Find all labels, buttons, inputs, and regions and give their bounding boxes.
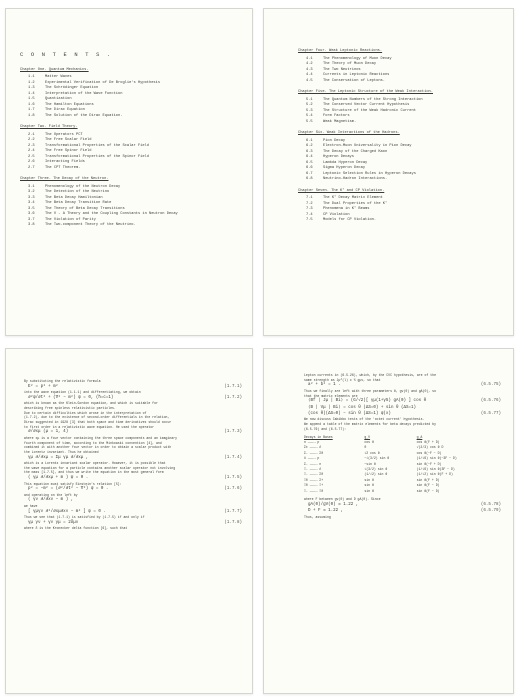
section-number: 5.5 xyxy=(306,119,313,124)
table-cell: √(2/3) cos θ D xyxy=(416,445,444,450)
section-number: 3.6 xyxy=(28,212,35,216)
section-number: 6.5 xyxy=(306,160,313,165)
section-title: The Solution of the Dirac Equation. xyxy=(45,113,123,118)
section-title: The Conserved Vector Current Hypothesis xyxy=(323,103,410,107)
section-number: 6.1 xyxy=(306,138,313,143)
table-cell: √2 cos θ xyxy=(364,450,380,455)
section-title: Transformational Properties of the Scalar Field xyxy=(45,143,150,148)
section-number: 4.4 xyxy=(306,73,313,77)
section-title: The K° Decay Matrix Element xyxy=(323,196,383,200)
chapter-heading: Chapter Four. Weak Leptonic Reactions. xyxy=(298,49,383,53)
table-cell: −sin θ xyxy=(364,461,376,466)
section-title: Phenomena in K° Beams xyxy=(323,207,370,211)
section-title: The Decay of the Charged Kaon xyxy=(323,149,388,154)
table-cell: sin θ xyxy=(364,483,374,488)
text-line: where xμ is a four vector containing the three space components and an imaginary xyxy=(24,435,178,440)
section-number: 3.3 xyxy=(28,195,35,200)
equation-number: (6.5.78) xyxy=(480,502,501,507)
section-title: The Free Spinor Field xyxy=(45,149,92,153)
section-number: 3.5 xyxy=(28,206,35,211)
text-line: which is known as the Klein-Gordon equation, and which is suitable for xyxy=(24,401,158,406)
section-title: The Two Neutrinos xyxy=(323,67,361,72)
section-number: 5.3 xyxy=(306,108,313,113)
section-number: 6.4 xyxy=(306,155,313,159)
section-number: 2.4 xyxy=(28,149,35,153)
outro-text xyxy=(304,497,501,519)
text-line: where δ is the Kronecker delta function [6], such that xyxy=(24,526,128,531)
section-title: The Violation of Parity xyxy=(45,217,96,222)
equation-number: (1.7.6) xyxy=(224,487,242,492)
table-cell: n ───→ p xyxy=(304,439,320,444)
section-number: 1.8 xyxy=(28,113,35,118)
table-cell: Σ± ───→ Λ xyxy=(304,445,322,450)
text-line: We append a table of the matrix elements for beta decays predicted by xyxy=(304,422,436,427)
table-cell: (1/√2) sin θ(F + D) xyxy=(416,472,453,477)
section-number: 2.3 xyxy=(28,143,35,148)
section-title: The Quantum Numbers of the Strong Interaction xyxy=(323,97,423,102)
equation-number: (1.7.3) xyxy=(224,430,242,435)
section-number: 1.7 xyxy=(28,108,35,112)
equation: [ γμγν ∂²/∂xμ∂xν − m² ] ψ = 0 . xyxy=(28,509,106,514)
equation-number: (6.5.75) xyxy=(480,383,501,388)
section-title: The Two-component Theory of the Neutrino. xyxy=(45,223,136,227)
contents-page-2 xyxy=(263,8,514,336)
table-cell: (1/√6) sin θ(−3F − D) xyxy=(416,456,457,461)
equation: a² + b² = 1 . xyxy=(308,383,341,388)
chapter-heading: Chapter Two. Field Theory. xyxy=(20,125,78,129)
table-cell: cos θ xyxy=(364,439,374,444)
chapter-heading: Chapter Three. The Decay of the Neutron. xyxy=(20,177,109,181)
table-cell: Σ- ───→ n xyxy=(304,461,322,466)
toc xyxy=(20,53,244,229)
section-number: 7.3 xyxy=(306,207,313,211)
section-number: 1.3 xyxy=(28,86,35,90)
section-number: 6.2 xyxy=(306,144,313,148)
section-number: 5.4 xyxy=(306,114,313,118)
section-title: The V - A Theory and the Coupling Constants in Neutron Decay xyxy=(45,212,178,216)
toc-entry xyxy=(298,79,505,85)
section-title: Currents in Leptonic Reactions xyxy=(323,73,390,77)
section-title: Quantization xyxy=(45,97,72,101)
section-number: 1.4 xyxy=(28,91,35,96)
toc-entry xyxy=(298,218,505,224)
section-number: 4.1 xyxy=(306,56,313,61)
section-number: 4.2 xyxy=(306,62,313,66)
contents-page-1 xyxy=(5,8,253,336)
section-number: 7.4 xyxy=(306,212,313,217)
section-title: Weak Magnetism. xyxy=(323,119,357,124)
section-title: The Operators PCT xyxy=(45,132,83,137)
section-number: 5.1 xyxy=(306,97,313,102)
page-title: C O N T E N T S . xyxy=(20,52,113,58)
table-cell: Ξ0 ───→ Ξ+ xyxy=(304,483,324,488)
section-title: The Dirac Equation xyxy=(45,108,85,112)
section-title: The Free Scalar Field xyxy=(45,138,92,142)
section-number: 3.4 xyxy=(28,201,35,205)
text-line: Due to certain difficulties which arose in the interpretation of xyxy=(24,410,147,415)
table-cell: 0 xyxy=(364,445,367,450)
text-line: describing free spinless relativistic particles. xyxy=(24,405,116,410)
equation: E² = p² + m² xyxy=(28,384,59,389)
section-title: Models for CP Violation. xyxy=(323,218,377,222)
section-number: 7.5 xyxy=(306,218,313,222)
section-number: 2.6 xyxy=(28,160,35,164)
text-line: that the matrix elements are xyxy=(304,393,358,398)
section-number: 2.7 xyxy=(28,165,35,170)
section-title: The Structure of the Weak Hadronic Current xyxy=(323,108,416,113)
text-line: the Lorentz invariant. Thus he obtained xyxy=(24,449,99,454)
section-number: 2.1 xyxy=(28,132,35,137)
section-title: The Dual Properties of the K° xyxy=(323,201,388,206)
section-number: 6.7 xyxy=(306,171,313,176)
text-line: combined it with another four vector in order to obtain a scalar product with xyxy=(24,445,172,450)
table-cell: Ξ- ───→ Ξ0 xyxy=(304,488,324,493)
section-number: 3.7 xyxy=(28,217,35,222)
table-cell: (1/√6) sin θ(3F − D) xyxy=(416,466,455,471)
section-title: The Schrödinger Equation xyxy=(45,86,99,90)
section-title: Interacting Fields xyxy=(45,160,85,164)
equation: gA(0)/gV(0) ≃ 1.22 , xyxy=(308,502,359,507)
equation: ∂/∂xμ (μ = 1, 4) xyxy=(28,430,69,435)
section-title: The Beta Decay Transition Rate xyxy=(45,201,112,205)
text-line: By substituting the relativistic formula xyxy=(24,379,101,383)
table-cell: cos θ(−F − D) xyxy=(416,450,442,455)
column-header: g_V xyxy=(364,434,371,439)
text-line: Lepton currents in (6.5.26), which, by the CVC hypothesis, are of the xyxy=(304,373,436,377)
column-header: Decays in Bases xyxy=(304,434,333,439)
section-number: 3.2 xyxy=(28,190,35,194)
equation: (cos θ)(ΔS=0) − sin θ (ΔS=1) ψ(x) xyxy=(308,412,391,417)
section-number: 6.8 xyxy=(306,177,313,181)
equation-number: (6.5.77) xyxy=(480,412,501,417)
section-number: 3.1 xyxy=(28,184,35,189)
chapter-heading: Chapter Seven. The K° and CP Violation. xyxy=(298,188,385,193)
text-line: the wave equation for a particle contains another scalar operator not involving xyxy=(24,465,176,470)
section-number: 4.5 xyxy=(306,78,313,83)
section-title: Transformational Properties of the Spinor Field xyxy=(45,154,150,159)
intro-text xyxy=(304,373,501,432)
section-title: The Theory of Beta Decay Transitions xyxy=(45,206,125,211)
section-title: Hyperon Decays xyxy=(323,155,354,159)
section-title: Electron-Muon Universality in Pion Decay xyxy=(323,144,412,148)
section-number: 1.1 xyxy=(28,75,35,79)
text-line: we have xyxy=(24,503,38,508)
section-number: 2.2 xyxy=(28,138,35,142)
section-title: Sigma Hyperon Decay xyxy=(323,166,366,170)
section-title: Form Factors xyxy=(323,114,350,118)
section-number: 3.8 xyxy=(28,223,35,227)
section-number: 6.6 xyxy=(306,166,313,170)
text-line: (1.7.2), due to the existence of second-order differentials in the relation, xyxy=(24,415,170,420)
section-number: 7.2 xyxy=(306,201,313,206)
equation-number: (6.5.79) xyxy=(480,509,501,514)
section-title: The Hamilton Equations xyxy=(45,102,94,107)
text-line: same strength as Jμ^(l) ≡ ½ gμν, so that xyxy=(304,377,381,382)
decay-table xyxy=(304,435,501,494)
toc-entry xyxy=(20,166,244,172)
section-number: 4.3 xyxy=(306,67,313,72)
toc-entry xyxy=(298,177,505,183)
equation: ⟨B | Vμ | Bi⟩ = cos θ (ΔS=0) + sin θ (ΔS=1) xyxy=(308,405,417,410)
table-cell: Ξ- ───→ Σ0 xyxy=(304,472,324,477)
section-number: 1.5 xyxy=(28,97,35,101)
text-line: the mass [1.7.5], and thus we write the equation in the most general form xyxy=(24,470,164,475)
section-title: The Conservation of Leptons. xyxy=(323,78,385,83)
table-cell: sin θ xyxy=(364,477,374,482)
equation: p² = −m² = (∂²/∂t² − ∇²) ψ = 0 . xyxy=(28,487,109,492)
section-title: Phenomenology of the Neutron Decay xyxy=(45,184,121,189)
equation-number: (1.7.5) xyxy=(224,476,242,481)
toc-entry xyxy=(20,114,244,120)
text-page-cabibbo xyxy=(263,348,514,694)
equation-number: (1.7.8) xyxy=(224,520,242,525)
section-title: Leptonic Selection Rules in Hyperon Decays xyxy=(323,171,416,176)
equation-number: (1.7.2) xyxy=(224,395,242,400)
text-line: where F between gv(0) and D gA(0). Since xyxy=(304,497,381,502)
table-cell: Λ ───→ p xyxy=(304,456,320,461)
text-line: and operating on the left by xyxy=(24,492,78,497)
equation-number: (1.7.7) xyxy=(224,509,242,514)
section-title: The Theory of Muon Decay xyxy=(323,62,377,66)
section-title: The Phenomenology of Muon Decay xyxy=(323,56,392,61)
table-cell: Σ- ───→ Σ0 xyxy=(304,450,324,455)
page-body xyxy=(304,373,501,519)
chapter-heading: Chapter Five. The Leptonic Structure of the Weak Interaction. xyxy=(298,90,433,94)
chapter-heading: Chapter Six. Weak Interactions of the Hadrons. xyxy=(298,131,400,135)
text-line: Thus we see that (1.7.1) is satisfied by (1.7.5) if and only if xyxy=(24,514,145,519)
section-title: The Beta Decay Hamiltonian xyxy=(45,195,103,200)
section-title: Experimental Verification of De Broglie's Hypothesis xyxy=(45,80,161,85)
equation-number: (1.7.1) xyxy=(224,384,242,389)
section-title: Matter Waves xyxy=(45,75,72,79)
section-number: 7.1 xyxy=(306,196,313,200)
section-title: CP Violation xyxy=(323,212,350,217)
table-cell: sin θ(F − D) xyxy=(416,488,440,493)
text-line: Dirac suggested in 1928 [3] that both space and time derivatives should occur xyxy=(24,420,172,425)
text-line: fourth component of time, according to the Minkowski convention [4], and xyxy=(24,440,162,445)
text-line: into the wave equation (1.1.1) and differentiating, we obtain xyxy=(24,390,141,395)
section-title: Pion Decay xyxy=(323,138,346,143)
section-title: Lambda Hyperon Decay xyxy=(323,160,368,165)
table-cell: sin θ(F + D) xyxy=(416,477,440,482)
equation: γμ ∂/∂xμ = Σμ γμ ∂/∂xμ , xyxy=(28,455,89,460)
equation-number: (1.7.4) xyxy=(224,455,242,460)
section-title: Interpretation of the Wave Function xyxy=(45,91,123,96)
equation: ( γμ ∂/∂xμ + m ) ψ = 0 . xyxy=(28,476,89,481)
equation: D + F ≃ 1.22 , xyxy=(308,509,344,514)
toc xyxy=(298,49,505,224)
equation: γμ γν + γν γμ = 2δμν xyxy=(28,520,79,525)
section-title: The CPT Theorem. xyxy=(45,165,81,170)
table-cell: sin θ(−F + D) xyxy=(416,461,442,466)
text-line: Thus we finally are left with three parameters θ, gv(0) and gA(0), so xyxy=(304,388,436,393)
equation: ( γν ∂/∂xν − m ) , xyxy=(28,498,74,503)
table-cell: (1/√2) sin θ xyxy=(364,472,388,477)
text-line: Thus, assuming xyxy=(304,514,331,519)
table-cell: Ξ- ───→ Λ xyxy=(304,466,322,471)
table-cell: sin θ xyxy=(364,488,374,493)
section-number: 2.5 xyxy=(28,154,35,159)
toc-entry xyxy=(298,120,505,126)
table-cell: √(3/2) sin θ xyxy=(364,466,388,471)
text-line: This equation must satisfy Einstein's relation [5]: xyxy=(24,481,122,486)
section-title: Neutrino-Hadron Interactions. xyxy=(323,177,388,181)
page-body xyxy=(24,379,242,531)
section-title: The Detection of the Neutrino xyxy=(45,190,110,194)
chapter-heading: Chapter One. Quantum Mechanics. xyxy=(20,67,89,72)
equation: ⟨Bf | Jμ | Bi⟩ = (G/√2)[ γμ(1+γ5) gA(0) ] cos θ xyxy=(308,399,427,404)
section-number: 6.3 xyxy=(306,149,313,154)
section-number: 5.2 xyxy=(306,103,313,107)
table-cell: −√(3/2) sin θ xyxy=(364,456,390,461)
text-line: which is a Lorentz invariant scalar operator. However, it is possible that xyxy=(24,461,166,466)
text-line: to first order in a relativistic wave equation. He used the operator xyxy=(24,424,155,429)
toc-entry xyxy=(20,223,244,229)
table-cell: cos θ(F + D) xyxy=(416,439,440,444)
section-number: 1.2 xyxy=(28,80,35,85)
equation-number: (6.5.76) xyxy=(480,399,501,404)
column-header: g_A xyxy=(416,434,423,439)
table-cell: Ξ0 ───→ Σ+ xyxy=(304,477,324,482)
text-page-dirac xyxy=(5,348,253,694)
table-cell: sin θ(F − D) xyxy=(416,483,440,488)
text-line: We now discuss Cabibbo tests of the 'octet current' hypothesis. xyxy=(304,417,425,422)
section-number: 1.6 xyxy=(28,102,35,107)
equation: ∂²ψ/∂t² + (∇² − m²) ψ = 0, (ħ=c=1) xyxy=(28,395,114,400)
text-line: (6.5.76) and (6.5.77): xyxy=(304,426,347,431)
